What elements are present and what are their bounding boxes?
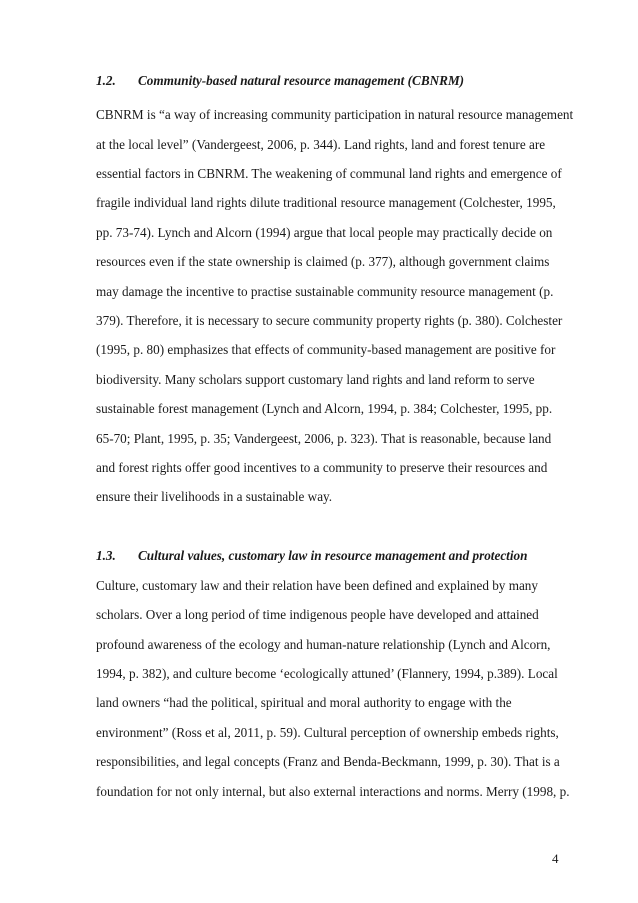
paragraph-line: responsibilities, and legal concepts (Franz and Benda-Beckmann, 1999, p. 30). That is a	[96, 754, 560, 769]
paragraph-line: pp. 73-74). Lynch and Alcorn (1994) argue that local people may practically decide on	[96, 225, 553, 240]
section-heading-1-3	[96, 548, 527, 564]
paragraph-line: resources even if the state ownership is claimed (p. 377), although government claims	[96, 254, 550, 269]
paragraph-line: fragile individual land rights dilute traditional resource management (Colchester, 1995,	[96, 195, 556, 210]
paragraph-line: profound awareness of the ecology and human-nature relationship (Lynch and Alcorn,	[96, 637, 551, 652]
paragraph-line: essential factors in CBNRM. The weakening of communal land rights and emergence of	[96, 166, 562, 181]
paragraph-line: 379). Therefore, it is necessary to secure community property rights (p. 380). Colchester	[96, 313, 563, 328]
paragraph-line: at the local level” (Vandergeest, 2006, p. 344). Land rights, land and forest tenure are	[96, 137, 546, 152]
section-number: 1.2.	[96, 73, 116, 88]
section-number: 1.3.	[96, 548, 116, 563]
paragraph-line: may damage the incentive to practise sustainable community resource management (p.	[96, 284, 554, 299]
section-title: Cultural values, customary law in resource management and protection	[138, 548, 528, 563]
paragraph-line: foundation for not only internal, but also external interactions and norms. Merry (1998, p.	[96, 784, 570, 799]
paragraph-line: 65-70; Plant, 1995, p. 35; Vandergeest, 2006, p. 323). That is reasonable, because land	[96, 431, 552, 446]
paragraph-line: (1995, p. 80) emphasizes that effects of community-based management are positive for	[96, 342, 556, 357]
paragraph-line: Culture, customary law and their relation have been defined and explained by many	[96, 578, 538, 593]
page-number: 4	[552, 851, 559, 866]
paragraph-line: land owners “had the political, spiritual and moral authority to engage with the	[96, 695, 512, 710]
paragraph-line: and forest rights offer good incentives to a community to preserve their resources and	[96, 460, 548, 475]
paragraph-line: CBNRM is “a way of increasing community participation in natural resource management	[96, 107, 574, 122]
paragraph-line: scholars. Over a long period of time indigenous people have developed and attained	[96, 607, 539, 622]
paragraph-line: biodiversity. Many scholars support customary land rights and land reform to serve	[96, 372, 535, 387]
section-title: Community-based natural resource management (CBNRM)	[138, 73, 465, 88]
paragraph-line: 1994, p. 382), and culture become ‘ecologically attuned’ (Flannery, 1994, p.389). Local	[96, 666, 558, 681]
paragraph-line: sustainable forest management (Lynch and Alcorn, 1994, p. 384; Colchester, 1995, pp.	[96, 401, 553, 416]
paragraph-line: environment” (Ross et al, 2011, p. 59). Cultural perception of ownership embeds rights,	[96, 725, 559, 740]
section-heading-1-2	[96, 73, 464, 89]
paragraph-line: ensure their livelihoods in a sustainable way.	[96, 489, 333, 504]
